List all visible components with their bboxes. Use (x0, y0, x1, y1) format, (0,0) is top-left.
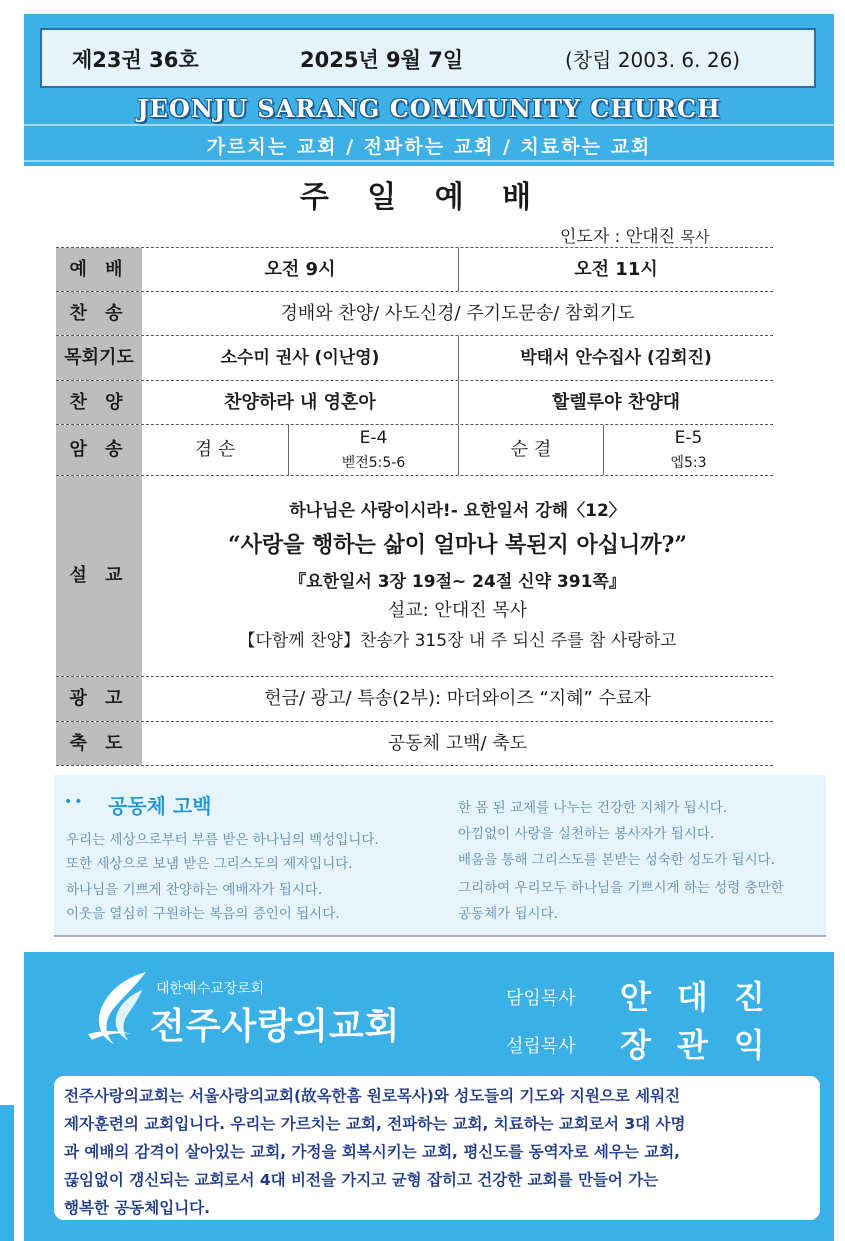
sermon-preacher: 설교: 안대진 목사 (387, 600, 528, 621)
row-label-hymn: 찬 송 (56, 292, 142, 335)
table-bottom-border (56, 765, 773, 766)
confession-line: 하나님을 기쁘게 찬양하는 예배자가 됩시다. (66, 882, 323, 898)
sermon-series: 하나님은 사랑이시라!- 요한일서 강해〈12〉 (289, 501, 626, 521)
recite-word-1: 겸 손 (194, 439, 236, 460)
benediction: 공동체 고백/ 축도 (387, 733, 528, 754)
church-name-english: JEONJU SARANG COMMUNITY CHURCH (137, 94, 721, 123)
about-line: 행복한 공동체입니다. (64, 1199, 211, 1217)
row-label-worship: 예 배 (56, 248, 142, 291)
worship-time-1: 오전 9시 (264, 259, 336, 280)
about-line: 제자훈련의 교회입니다. 우리는 가르치는 교회, 전파하는 교회, 치료하는 교회로서 3대 사명 (64, 1115, 686, 1133)
praise-service-2: 할렐루야 찬양대 (552, 392, 680, 413)
confession-line: 이웃을 열심히 구원하는 복음의 증인이 됩시다. (66, 906, 340, 922)
confession-line: 그리하여 우리모두 하나님을 기쁘시게 하는 성령 충만한 (458, 880, 784, 896)
confession-line: 한 몸 된 교제를 나누는 건강한 지체가 됩시다. (458, 800, 728, 816)
confession-line: 우리는 세상으로부터 부름 받은 하나님의 백성입니다. (66, 832, 379, 848)
recite-code-2: E-5 (674, 428, 703, 448)
row-label-blessing: 축 도 (56, 722, 142, 765)
church-motto: 가르치는 교회 / 전파하는 교회 / 치료하는 교회 (206, 136, 652, 158)
praise-service-1: 찬양하라 내 영혼아 (224, 392, 376, 413)
row-label-praise: 찬 양 (56, 381, 142, 424)
row-label-sermon: 설 교 (56, 476, 142, 676)
confession-title: 공동체 고백 (108, 794, 212, 818)
service-title: 주 일 예 배 (299, 180, 546, 215)
leader-name: 인도자 : 안대진 (560, 227, 676, 247)
row-label-recite: 암 송 (56, 425, 142, 475)
recite-word-2: 순 결 (510, 439, 552, 460)
confession-line: 또한 세상으로 보냄 받은 그리스도의 제자입니다. (66, 856, 353, 872)
header-stripe (24, 160, 834, 162)
church-about-box (52, 1074, 822, 1222)
founded-date: (창립 2003. 6. 26) (565, 48, 741, 72)
pastor-label: 담임목사 (506, 988, 576, 1009)
row-label-announce: 광 고 (56, 677, 142, 721)
recite-ref-1: 벧전5:5-6 (341, 455, 406, 471)
pastor-name: 안대진 (620, 978, 791, 1016)
sermon-scripture: 『요한일서 3장 19절~ 24절 신약 391쪽』 (289, 572, 626, 592)
confession-line: 아낌없이 사랑을 실천하는 봉사자가 됩시다. (458, 826, 715, 842)
sermon-hymn: 【다함께 찬양】찬송가 315장 내 주 되신 주를 참 사랑하고 (238, 631, 677, 651)
founder-label: 설립목사 (506, 1036, 576, 1057)
bulletin-date: 2025년 9월 7일 (300, 48, 464, 72)
confession-line: 공동체가 됩시다. (458, 906, 558, 922)
recite-code-1: E-4 (359, 428, 388, 448)
hymn-order: 경배와 찬양/ 사도신경/ 주기도문송/ 참회기도 (280, 303, 635, 324)
prayer-service-2: 박태서 안수집사 (김회진) (520, 348, 712, 368)
flame-logo-icon (84, 968, 154, 1048)
row-label-prayer: 목회기도 (56, 336, 142, 380)
prayer-service-1: 소수미 권사 (이난영) (220, 348, 380, 368)
denomination: 대한예수교장로회 (156, 981, 265, 997)
row-divider (56, 475, 773, 476)
about-line: 과 예배의 감격이 살아있는 교회, 가정을 회복시키는 교회, 평신도를 동역자로 세우는 교회, (64, 1143, 681, 1161)
confession-line: 배움을 통해 그리스도를 본받는 성숙한 성도가 됩시다. (458, 852, 775, 868)
founder-name: 장관익 (620, 1026, 791, 1064)
bullet-dots-icon: •• (64, 794, 85, 810)
issue-number: 제23권 36호 (72, 48, 199, 72)
leader-title: 목사 (680, 228, 710, 246)
service-leader (560, 222, 709, 247)
recite-ref-2: 엡5:3 (670, 455, 707, 471)
worship-time-2: 오전 11시 (574, 259, 658, 280)
sermon-title: “사랑을 행하는 삶이 얼마나 복된지 아십니까?” (227, 532, 688, 558)
about-line: 전주사랑의교회는 서울사랑의교회(故옥한흠 원로목사)와 성도들의 기도와 지원으로 세워진 (64, 1087, 681, 1105)
announcements: 헌금/ 광고/ 특송(2부): 마더와이즈 “지혜” 수료자 (264, 688, 651, 709)
footer-edge-bar (0, 1105, 14, 1241)
about-line: 끊임없이 갱신되는 교회로서 4대 비전을 가지고 균형 잡히고 건강한 교회를 만들어 가는 (64, 1171, 659, 1189)
church-name: 전주사랑의교회 (150, 1006, 401, 1047)
header-stripe (24, 124, 834, 126)
